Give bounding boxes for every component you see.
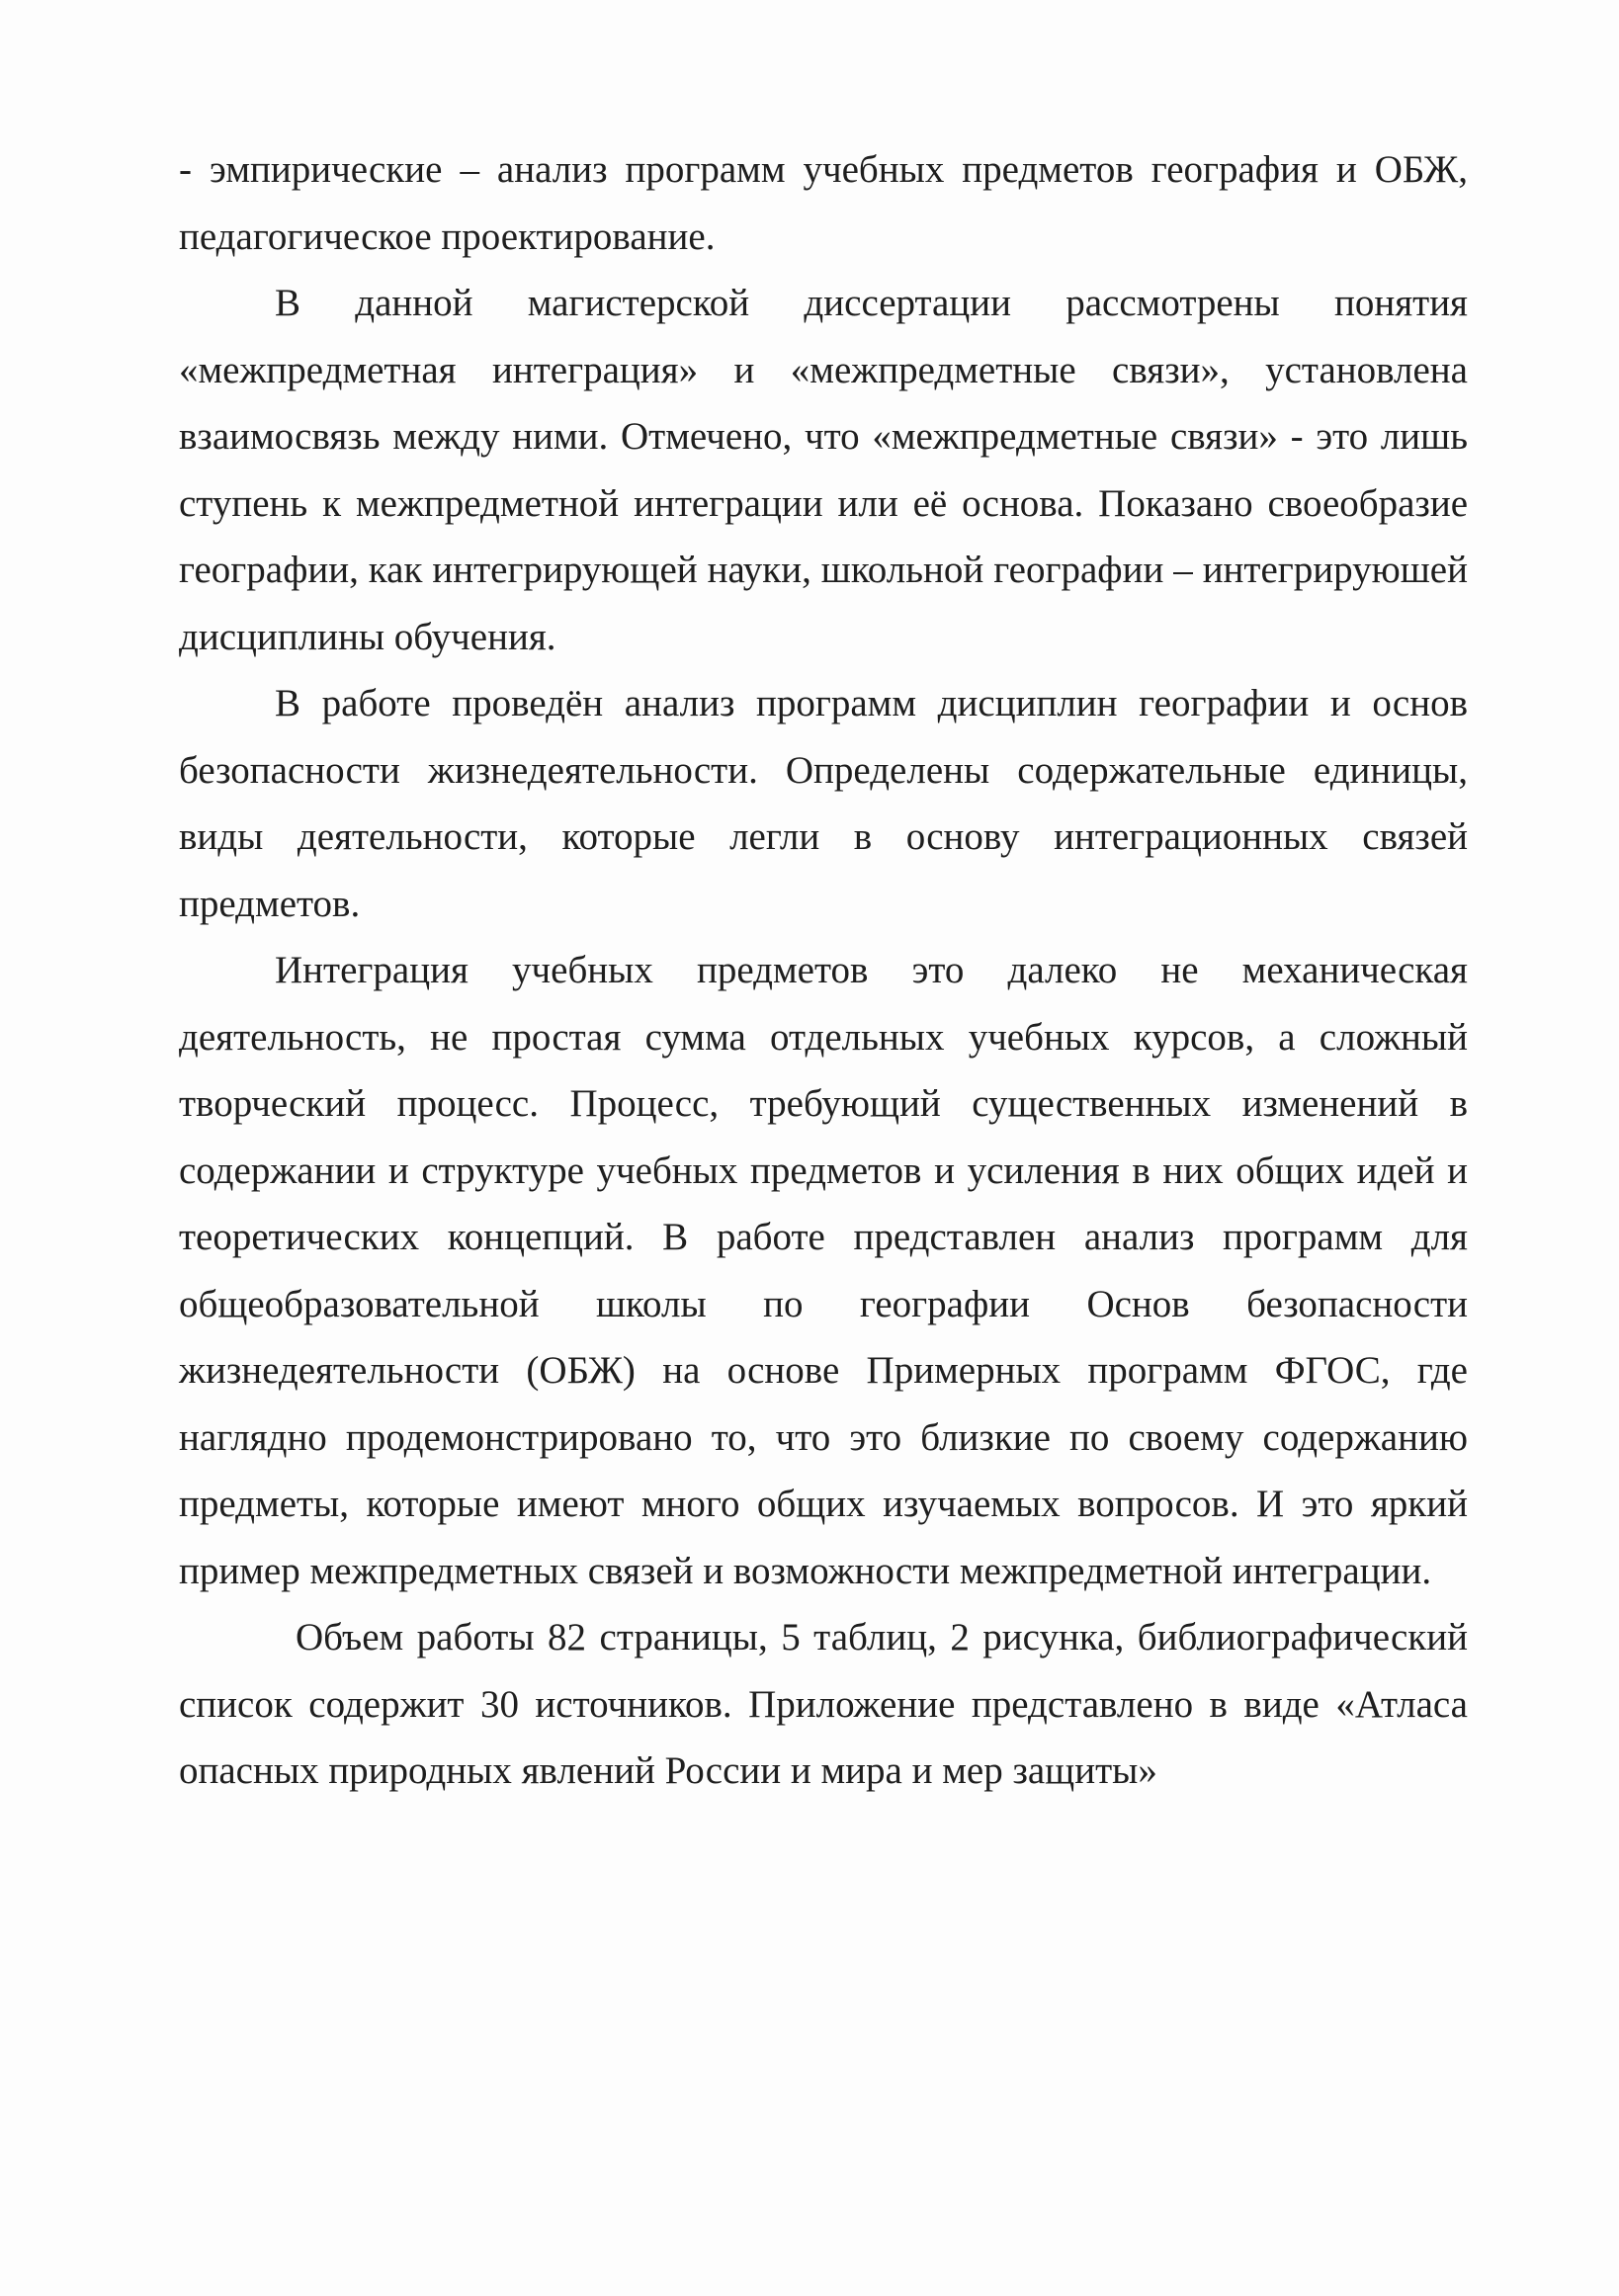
paragraph-analysis: В работе проведён анализ программ дисциплин географии и основ безопасности жизнедеятельности. Определены содержательные единицы, виды деятельности, которые легли в основу интеграционных связей предметов.: [179, 682, 1468, 925]
document-body: [179, 136, 1468, 1805]
paragraph-integration: Интеграция учебных предметов это далеко не механическая деятельность, не простая сумма отдельных учебных курсов, а сложный творческий процесс. Процесс, требующий существенных изменений в содержании и структуре учебных предметов и усиления в них общих идей и теоретических концепций. В работе представлен анализ программ для общеобразовательной школы по географии Основ безопасности жизнедеятельности (ОБЖ) на основе Примерных программ ФГОС, где наглядно продемонстрировано то, что это близкие по своему содержанию предметы, которые имеют много общих изучаемых вопросов. И это яркий пример межпредметных связей и возможности межпредметной интеграции.: [179, 949, 1468, 1592]
paragraph-volume: Объем работы 82 страницы, 5 таблиц, 2 рисунка, библиографический список содержит 30 источников. Приложение представлено в виде «Атласа опасных природных явлений России и мира и мер защиты»: [179, 1616, 1468, 1792]
paragraph-concepts: В данной магистерской диссертации рассмотрены понятия «межпредметная интеграция» и «межпредметные связи», установлена взаимосвязь между ними. Отмечено, что «межпредметные связи» - это лишь ступень к межпредметной интеграции или её основа. Показано своеобразие географии, как интегрирующей науки, школьной географии – интегрируюшей дисциплины обучения.: [179, 282, 1468, 658]
paragraph-methods: - эмпирические – анализ программ учебных предметов география и ОБЖ, педагогическое проектирование.: [179, 148, 1468, 258]
